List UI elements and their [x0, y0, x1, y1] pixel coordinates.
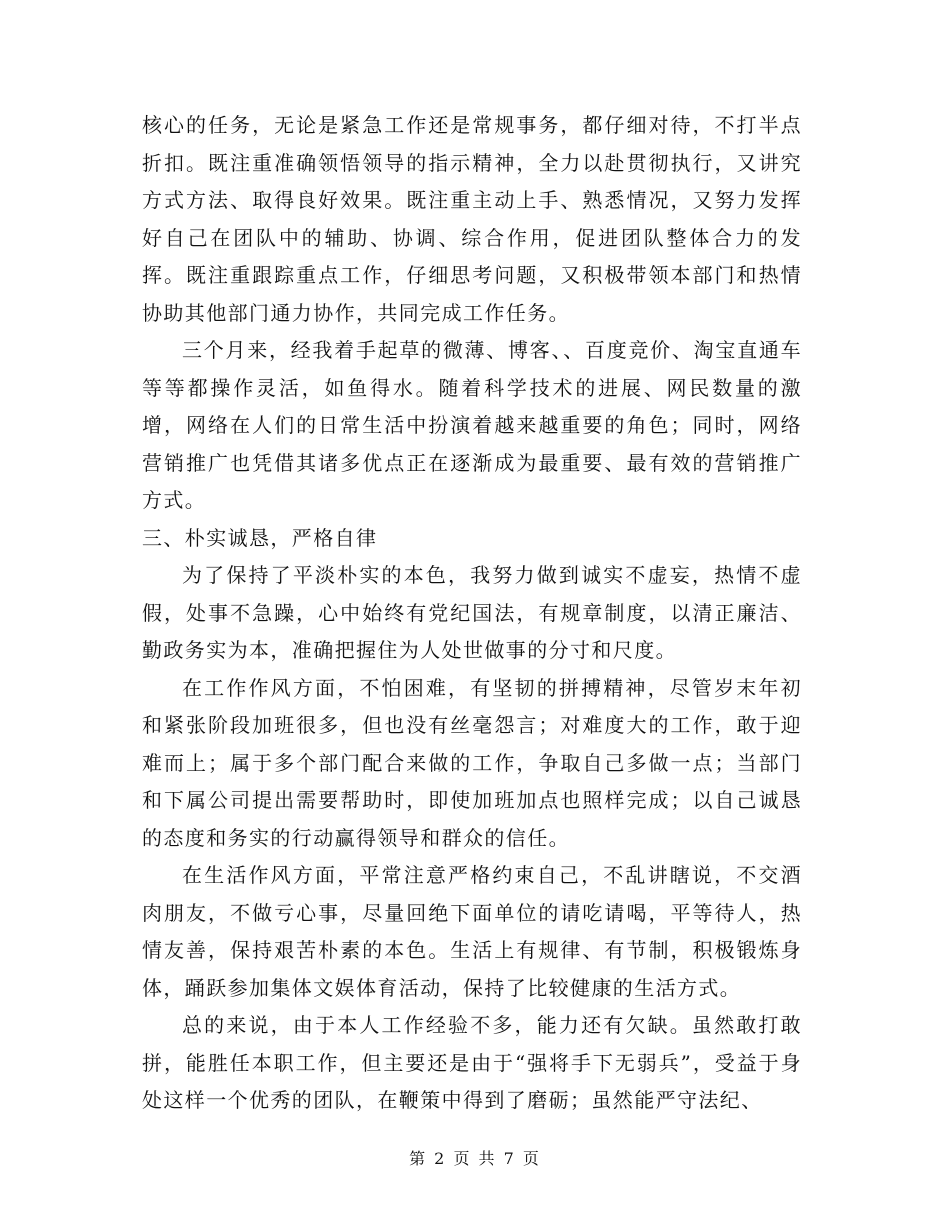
section-heading-three: 三、朴实诚恳，严格自律: [142, 525, 378, 550]
paragraph-work-style: 在工作作风方面，不怕困难，有坚韧的拼搏精神，尽管岁末年初和紧张阶段加班很多，但也没有丝毫怨言；对难度大的工作，敢于迎难而上；属于多个部门配合来做的工作，争取自己多做一点；当部门和下属公司提出需要帮助时，即使加班加点也照样完成；以自己诚恳的态度和务实的行动赢得领导和群众的信任。: [142, 675, 802, 850]
paragraph-continuation: 核心的任务，无论是紧急工作还是常规事务，都仔细对待，不打半点折扣。既注重准确领悟领导的指示精神，全力以赴贯彻执行，又讲究方式方法、取得良好效果。既注重主动上手、熟悉情况，又努力发挥好自己在团队中的辅助、协调、综合作用，促进团队整体合力的发挥。既注重跟踪重点工作，仔细思考问题，又积极带领本部门和热情协助其他部门通力协作，共同完成工作任务。: [142, 113, 802, 325]
page-number-footer: 第 2 页 共 7 页: [409, 1149, 541, 1168]
document-body: [142, 107, 802, 1120]
paragraph-summary: 总的来说，由于本人工作经验不多，能力还有欠缺。虽然敢打敢拼，能胜任本职工作，但主要还是由于“强将手下无弱兵”，受益于身处这样一个优秀的团队，在鞭策中得到了磨砺；虽然能严守法纪、: [142, 1013, 802, 1112]
paragraph-three-months: 三个月来，经我着手起草的微薄、博客、、百度竞价、淘宝直通车等等都操作灵活，如鱼得水。随着科学技术的进展、网民数量的激增，网络在人们的日常生活中扮演着越来越重要的角色；同时，网络营销推广也凭借其诸多优点正在逐渐成为最重要、最有效的营销推广方式。: [142, 338, 802, 512]
paragraph-honesty: 为了保持了平淡朴实的本色，我努力做到诚实不虚妄，热情不虚假，处事不急躁，心中始终有党纪国法，有规章制度，以清正廉洁、勤政务实为本，准确把握住为人处世做事的分寸和尺度。: [142, 563, 802, 662]
paragraph-life-style: 在生活作风方面，平常注意严格约束自己，不乱讲瞎说，不交酒肉朋友，不做亏心事，尽量回绝下面单位的请吃请喝，平等待人，热情友善，保持艰苦朴素的本色。生活上有规律、有节制，积极锻炼身体，踊跃参加集体文娱体育活动，保持了比较健康的生活方式。: [142, 863, 802, 1000]
